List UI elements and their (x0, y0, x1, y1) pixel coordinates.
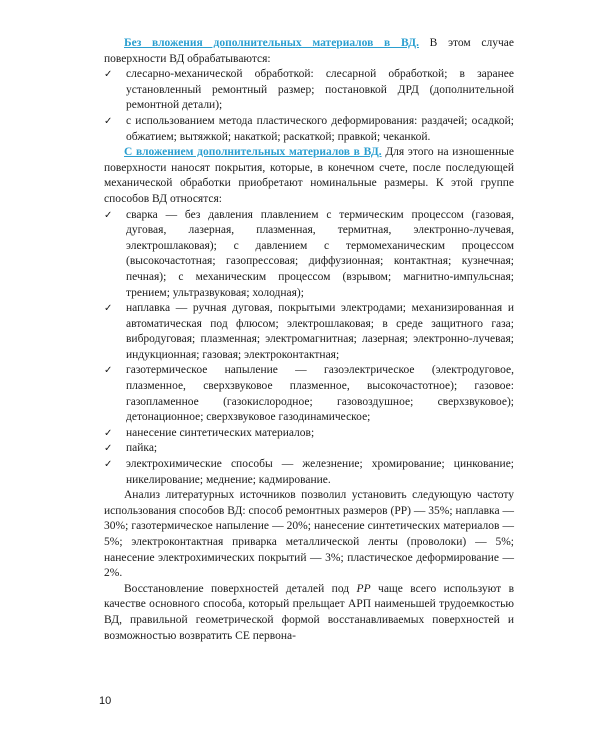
check-icon: ✓ (104, 303, 113, 315)
list-item: ✓ газотермическое напыление — газоэлектрическое (электродуговое, плазменное, сверхзвуковое плазменное, высокочастотное); газовое: газопламенное (газокислородное; газовоздушное; сверхзвуковое); детонационное; сверхзвуковое газодинамическое; (104, 364, 514, 424)
intro-paragraph (104, 36, 514, 67)
section-heading-no-materials: Без вложения дополнительных материалов в ВД. (124, 37, 419, 49)
list-item: ✓ с использованием метода пластического деформирования: раздачей; осадкой; обжатием; вытяжкой; накаткой; раскаткой; правкой; чеканкой. (104, 114, 514, 143)
check-icon: ✓ (104, 427, 113, 439)
restoration-paragraph: Восстановление поверхностей деталей под РР чаще всего используют в качестве основного способа, который прельщает АРП наименьшей трудоемкостью ВД, правильной геометрической формой восстанавливаемых поверхностей и возможностью возвратить СЕ первона- (104, 582, 515, 642)
materials-paragraph-text: Для этого на изношенные поверхности наносят покрытия, которые, в конечном счете, после последующей механической обработки приобретают номинальные размеры. К этой группе способов ВД относятся: (104, 146, 514, 205)
list-item: ✓ пайка; (104, 441, 514, 457)
list-item: ✓ сварка — без давления плавлением с термическим процессом (газовая, дуговая, лазерная, плазменная, термитная, электронно-лучевая, электрошлаковая); с давлением с термомеханическим процессом (высокочастотная; газопрессовая; диффузионная; контактная; кузнечная; печная); с механическим процессом (взрывом; магнитно-импульсная; трением; ультразвуковая; холодная); (104, 208, 514, 299)
list-no-materials (104, 67, 514, 145)
check-icon: ✓ (104, 443, 113, 455)
list-item: ✓ нанесение синтетических материалов; (104, 426, 514, 442)
section-heading-with-materials: С вложением дополнительных материалов в ВД. (124, 146, 382, 159)
check-icon: ✓ (104, 365, 113, 377)
check-icon: ✓ (104, 459, 113, 471)
check-icon: ✓ (104, 115, 113, 127)
page-number: 10 (99, 695, 112, 707)
materials-paragraph (104, 145, 514, 207)
list-with-materials (104, 208, 514, 489)
list-item: ✓ электрохимические способы — железнение; хромирование; цинкование; никелирование; меднение; кадмирование. (104, 458, 514, 486)
check-icon: ✓ (104, 69, 113, 81)
body-text (104, 36, 514, 644)
check-icon: ✓ (104, 209, 113, 221)
frequency-paragraph: Анализ литературных источников позволил установить следующую частоту использования способов ВД: способ ремонтных размеров (РР) — 35%; наплавка — 30%; газотермическое напыление — 20%; нанесение синтетических материалов — 5%; электроконтактная приварка металлической ленты (проволоки) — 5%; нанесение электрохимических покрытий — 3%; пластическое деформирование — 2%. (104, 489, 514, 580)
list-item: ✓ слесарно-механической обработкой: слесарной обработкой; в заранее установленный ремонтный размер; постановкой ДРД (дополнительной ремонтной детали); (104, 68, 514, 112)
intro-paragraph-text: В этом случае поверхности ВД обрабатываются: (104, 37, 514, 65)
list-item: ✓ наплавка — ручная дуговая, покрытыми электродами; механизированная и автоматическая под флюсом; электрошлаковая; в среде защитного газа; вибродуговая; плазменная; электромагнитная; лазерная; электронно-лучевая; индукционная; газовая; электроконтактная; (104, 302, 514, 361)
